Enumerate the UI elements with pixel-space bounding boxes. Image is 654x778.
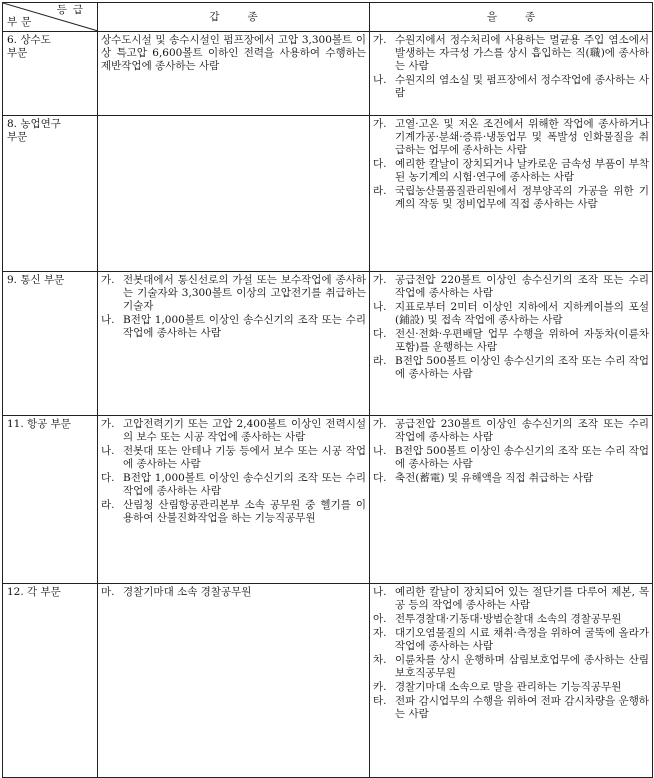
grade-b-cell	[370, 416, 653, 584]
item-list	[101, 586, 366, 599]
list-item	[373, 472, 649, 485]
item-list	[101, 274, 366, 340]
grade-label: 등급	[56, 4, 89, 16]
item-text: B전압 1,000볼트 이상인 송수신기의 조작 또는 수리 작업에 종사하는 사람	[123, 472, 366, 497]
list-item	[373, 158, 649, 184]
item-text: 전봇대에서 통신선로의 가설 또는 보수작업에 종사하는 기술자와 3,300볼트 이상의 고압전기를 취급하는 기술자	[123, 274, 366, 312]
table-body	[3, 32, 653, 778]
item-marker: 아.	[373, 613, 387, 625]
item-text: 경찰기마대 소속 경찰공무원	[123, 586, 252, 598]
list-item	[373, 118, 649, 157]
list-item	[101, 314, 366, 340]
item-marker: 다.	[373, 472, 387, 484]
list-item	[373, 695, 649, 721]
list-item	[373, 185, 649, 211]
item-marker: 차.	[373, 654, 387, 666]
sector-cell: 11. 항공 부문	[3, 416, 98, 584]
sector-cell: 12. 각 부문	[3, 584, 98, 778]
col-header-a: 갑종	[98, 3, 370, 32]
item-list	[373, 274, 649, 381]
grade-a-cell	[98, 32, 370, 116]
item-text: B전압 500볼트 이상인 송수신기의 조작 또는 수리 작업에 종사하는 사람	[395, 445, 649, 470]
item-marker: 나.	[373, 301, 387, 313]
corner-header-cell	[3, 3, 98, 32]
item-text: 전투경찰대·기동대·방범순찰대 소속의 경찰공무원	[395, 613, 622, 625]
item-text: 공급전압 230볼트 이상인 송수신기의 조작 또는 수리 작업에 종사하는 사람	[395, 418, 649, 443]
item-marker: 나.	[101, 314, 115, 326]
grade-a-cell	[98, 416, 370, 584]
item-text: 수원지에서 정수처리에 사용하는 멸균용 주입 염소에서 발생하는 자극성 가스를 상시 흡입하는 직(職)에 종사하는 사람	[395, 34, 649, 72]
item-marker: 가.	[373, 274, 387, 286]
item-marker: 가.	[373, 34, 387, 46]
item-text: 고열·고온 및 저온 조건에서 위해한 작업에 종사하거나 기계가공·분쇄·증류·냉동업무 및 폭발성 인화물질을 취급하는 업무에 종사하는 사람	[395, 118, 649, 156]
col-header-b: 을종	[370, 3, 653, 32]
sector-cell: 8. 농업연구 부문	[3, 116, 98, 272]
item-marker: 카.	[373, 681, 387, 693]
item-marker: 라.	[373, 185, 387, 197]
sector-cell: 9. 통신 부문	[3, 272, 98, 416]
dept-label: 부문	[7, 16, 36, 28]
list-item	[373, 274, 649, 300]
list-item	[101, 472, 366, 498]
grade-a-cell	[98, 116, 370, 272]
table-row	[3, 116, 653, 272]
item-marker: 라.	[373, 355, 387, 367]
item-list	[373, 586, 649, 721]
item-marker: 자.	[373, 627, 387, 639]
item-marker: 다.	[373, 328, 387, 340]
item-text: 예리한 칼날이 장치되거나 날카로운 금속성 부품이 부착된 농기계의 시험·연구에 종사하는 사람	[395, 158, 649, 183]
item-marker: 나.	[101, 445, 115, 457]
item-marker: 다.	[101, 472, 115, 484]
item-marker: 다.	[373, 158, 387, 170]
hazard-classification-table	[2, 2, 653, 778]
item-text: 지표로부터 2미터 이상인 지하에서 지하케이블의 포설(鋪設) 및 접속 작업에 종사하는 사람	[395, 301, 649, 326]
item-marker: 나.	[373, 74, 387, 86]
item-text: 국립농산물품질관리원에서 정부양곡의 가공을 위한 기계의 작동 및 정비업무에 직접 종사하는 사람	[395, 185, 649, 210]
item-text: 축전(蓄電) 및 유해액을 직접 취급하는 사람	[395, 472, 594, 484]
grade-b-cell	[370, 584, 653, 778]
item-marker: 나.	[373, 445, 387, 457]
list-item	[101, 499, 366, 525]
list-item	[101, 586, 366, 599]
item-text: B전압 500볼트 이상인 송수신기의 조작 또는 수리 작업에 종사하는 사람	[395, 355, 649, 380]
grade-b-cell	[370, 32, 653, 116]
table-row	[3, 584, 653, 778]
sector-cell: 6. 상수도 부문	[3, 32, 98, 116]
item-list	[373, 118, 649, 211]
item-marker: 나.	[373, 586, 387, 598]
item-text: B전압 1,000볼트 이상인 송수신기의 조작 또는 수리 작업에 종사하는 사람	[123, 314, 366, 339]
header-row	[3, 3, 653, 32]
list-item	[101, 274, 366, 313]
item-text: 전파 감시업무의 수행을 위하여 전파 감시차량을 운행하는 사람	[395, 695, 649, 720]
grade-a-cell	[98, 272, 370, 416]
item-text: 산림청 산림항공관리본부 소속 공무원 중 헬기를 이용하여 산불진화작업을 하는 기능직공무원	[123, 499, 366, 524]
item-text: 전봇대 또는 안테나 기둥 등에서 보수 또는 시공 작업에 종사하는 사람	[123, 445, 366, 470]
item-list	[373, 34, 649, 100]
list-item	[373, 34, 649, 73]
table-row	[3, 272, 653, 416]
item-marker: 가.	[373, 118, 387, 130]
item-text: 공급전압 220볼트 이상인 송수신기의 조작 또는 수리 작업에 종사하는 사람	[395, 274, 649, 299]
list-item	[373, 418, 649, 444]
list-item	[373, 654, 649, 680]
item-text: 전신·전화·우편배달 업무 수행을 위하여 자동차(이륜차 포함)를 운행하는 사람	[395, 328, 649, 353]
grade-b-cell	[370, 116, 653, 272]
item-text: 예리한 칼날이 장치되어 있는 절단기를 다루어 제본, 목공 등의 작업에 종사하는 사람	[395, 586, 649, 611]
item-marker: 마.	[101, 586, 115, 598]
grade-b-cell	[370, 272, 653, 416]
item-marker: 가.	[101, 418, 115, 430]
item-marker: 타.	[373, 695, 387, 707]
item-text: 상수도시설 및 송수시설인 펌프장에서 고압 3,300볼트 이상 특고압 6,600볼트 이하인 전력을 사용하여 수행하는 제반작업에 종사하는 사람	[101, 34, 366, 72]
item-marker: 라.	[101, 499, 115, 511]
item-text: 대기오염물질의 시료 채취·측정을 위하여 굴뚝에 올라가 작업에 종사하는 사람	[395, 627, 649, 652]
list-item	[373, 355, 649, 381]
list-item	[373, 74, 649, 100]
list-item	[373, 301, 649, 327]
item-text: 이륜차를 상시 운행하며 삼림보호업무에 종사하는 산림보호직공무원	[395, 654, 649, 679]
item-marker: 가.	[373, 418, 387, 430]
list-item	[373, 613, 649, 626]
list-item	[373, 586, 649, 612]
list-item	[373, 627, 649, 653]
item-text: 고압전력기기 또는 고압 2,400볼트 이상인 전력시설의 보수 또는 시공 작업에 종사하는 사람	[123, 418, 366, 443]
list-item	[373, 328, 649, 354]
item-text: 수원지의 염소실 및 펌프장에서 정수작업에 종사하는 사람	[395, 74, 649, 99]
item-list	[373, 418, 649, 485]
item-marker: 가.	[101, 274, 115, 286]
item-list	[101, 418, 366, 525]
list-item	[101, 445, 366, 471]
list-item	[373, 445, 649, 471]
list-item	[373, 681, 649, 694]
item-text: 경찰기마대 소속으로 말을 관리하는 기능직공무원	[395, 681, 622, 693]
list-item	[101, 418, 366, 444]
grade-a-cell	[98, 584, 370, 778]
table-row	[3, 416, 653, 584]
table-row	[3, 32, 653, 116]
